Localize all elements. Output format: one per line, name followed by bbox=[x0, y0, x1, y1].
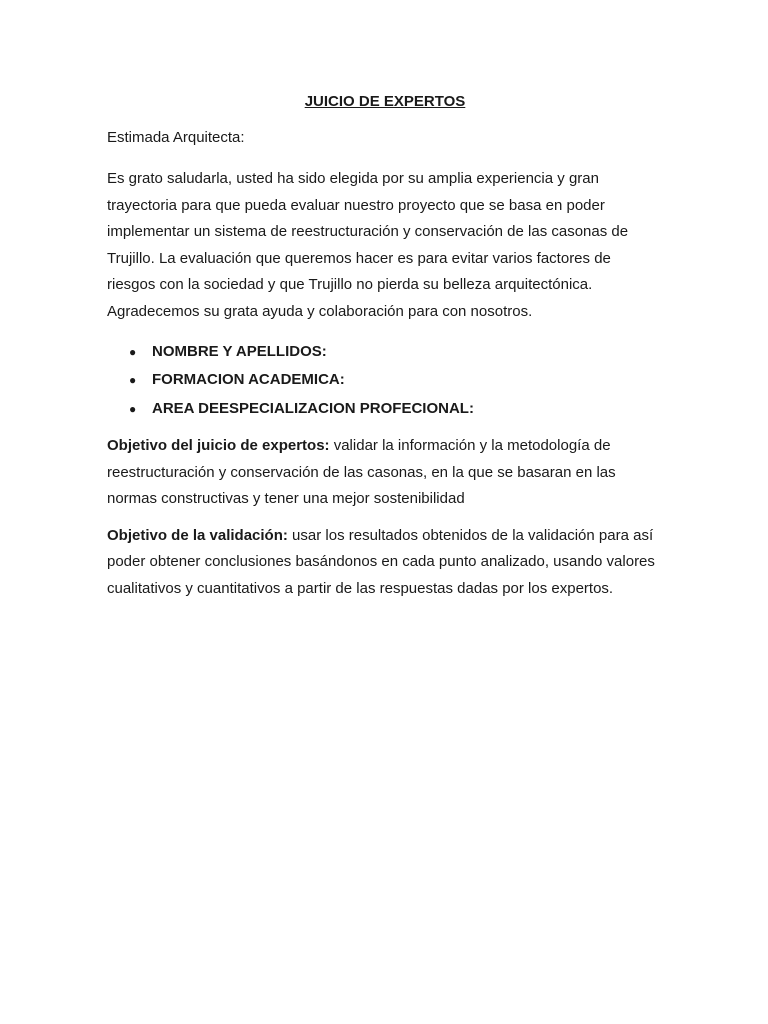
expert-fields-list bbox=[107, 338, 663, 424]
objective-experts-lead: Objetivo del juicio de expertos: bbox=[107, 437, 330, 455]
field-label: NOMBRE Y APELLIDOS: bbox=[152, 342, 327, 360]
objective-validation-paragraph bbox=[107, 523, 663, 603]
bullet-icon: ● bbox=[129, 373, 137, 388]
field-label: AREA DEESPECIALIZACION PROFECIONAL: bbox=[152, 399, 474, 417]
document-body bbox=[107, 92, 663, 613]
objective-experts-text: validar la información y la metodología de reestructuración y conservación de las casonas, en la que se basaran en las normas constructivas y tener una mejor sostenibilidad bbox=[107, 437, 616, 508]
field-label: FORMACION ACADEMICA: bbox=[152, 371, 345, 389]
bullet-icon: ● bbox=[129, 401, 137, 416]
field-full-name bbox=[107, 338, 663, 367]
field-academic-background bbox=[107, 366, 663, 395]
field-specialization-area bbox=[107, 395, 663, 424]
intro-paragraph: Es grato saludarla, usted ha sido elegida por su amplia experiencia y gran trayectoria para que pueda evaluar nuestro proyecto que se basa en poder implementar un sistema de reestructuración y conservación de las casonas de Trujillo. La evaluación que queremos hacer es para evitar varios factores de riesgos con la sociedad y que Trujillo no pierda su belleza arquitectónica. Agradecemos su grata ayuda y colaboración para con nosotros. bbox=[107, 170, 629, 320]
document-title: JUICIO DE EXPERTOS bbox=[304, 93, 466, 110]
salutation: Estimada Arquitecta: bbox=[107, 129, 245, 146]
objective-experts-paragraph bbox=[107, 433, 663, 513]
bullet-icon: ● bbox=[129, 344, 137, 359]
objective-validation-text: usar los resultados obtenidos de la validación para así poder obtener conclusiones basándonos en cada punto analizado, usando valores cualitativos y cuantitativos a partir de las respuestas dadas por los expertos. bbox=[107, 526, 655, 598]
objective-validation-lead: Objetivo de la validación: bbox=[107, 526, 288, 544]
